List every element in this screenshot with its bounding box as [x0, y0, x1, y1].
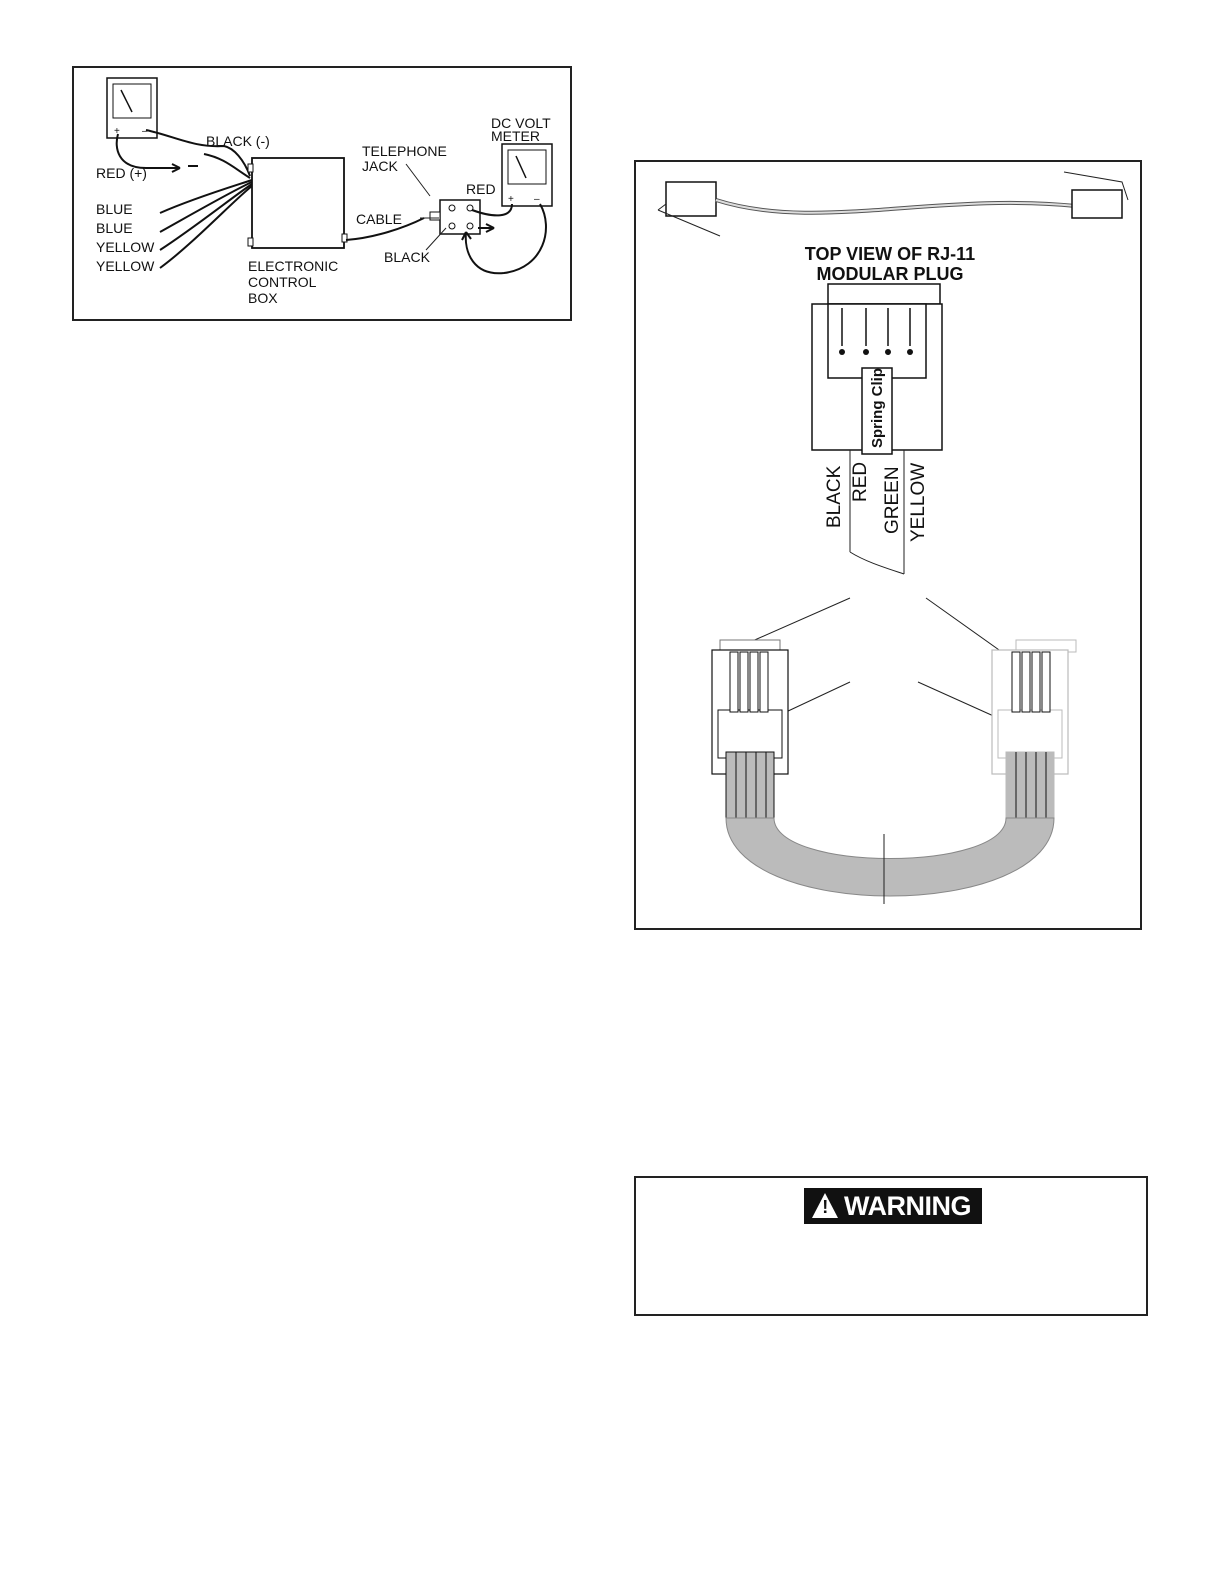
- label-yellow-1: YELLOW: [96, 239, 155, 255]
- left-meter-plus: +: [114, 126, 120, 137]
- label-yellow-2: YELLOW: [96, 258, 155, 274]
- label-electronic: ELECTRONIC: [248, 258, 339, 274]
- wire-label-green: GREEN: [882, 466, 903, 534]
- right-connector-icon: [992, 640, 1076, 818]
- label-red-pos: RED (+): [96, 165, 147, 181]
- label-black-neg: BLACK (-): [206, 133, 270, 149]
- plug-title-line-1: TOP VIEW OF RJ-11: [804, 244, 976, 264]
- wiring-test-svg: [74, 68, 574, 323]
- label-blue-1: BLUE: [96, 201, 133, 217]
- label-telephone: TELEPHONE: [362, 143, 447, 159]
- warning-box: [634, 1176, 1148, 1316]
- label-control: CONTROL: [248, 274, 317, 290]
- label-jack: JACK: [362, 158, 398, 174]
- dc-meter-plus: +: [508, 194, 514, 205]
- warning-label: WARNING: [844, 1191, 971, 1221]
- label-black: BLACK: [384, 249, 430, 265]
- wire-label-yellow: YELLOW: [908, 462, 929, 542]
- warning-badge: ! WARNING: [804, 1188, 982, 1224]
- wire-label-red: RED: [850, 461, 871, 502]
- left-meter-icon: [107, 78, 157, 138]
- left-meter-minus: –: [142, 126, 148, 137]
- label-blue-2: BLUE: [96, 220, 133, 236]
- electronic-control-box: [248, 158, 347, 248]
- label-dc-volt: DC VOLT: [491, 115, 551, 131]
- dc-volt-meter-icon: [502, 144, 552, 206]
- dc-meter-minus: –: [534, 194, 540, 205]
- spring-clip-label: Spring Clip: [869, 368, 886, 448]
- rj11-plug-svg: [636, 162, 1144, 932]
- label-box: BOX: [248, 290, 278, 306]
- label-red: RED: [466, 181, 496, 197]
- left-connector-icon: [712, 640, 788, 818]
- wire-label-black: BLACK: [824, 465, 845, 528]
- phone-cord-icon: [658, 172, 1128, 236]
- rj11-plug-diagram: [634, 160, 1142, 930]
- label-cable: CABLE: [356, 211, 402, 227]
- wiring-test-diagram: [72, 66, 572, 321]
- telephone-jack: [430, 200, 480, 234]
- plug-title-line-2: MODULAR PLUG: [816, 264, 964, 284]
- label-meter: METER: [491, 128, 540, 144]
